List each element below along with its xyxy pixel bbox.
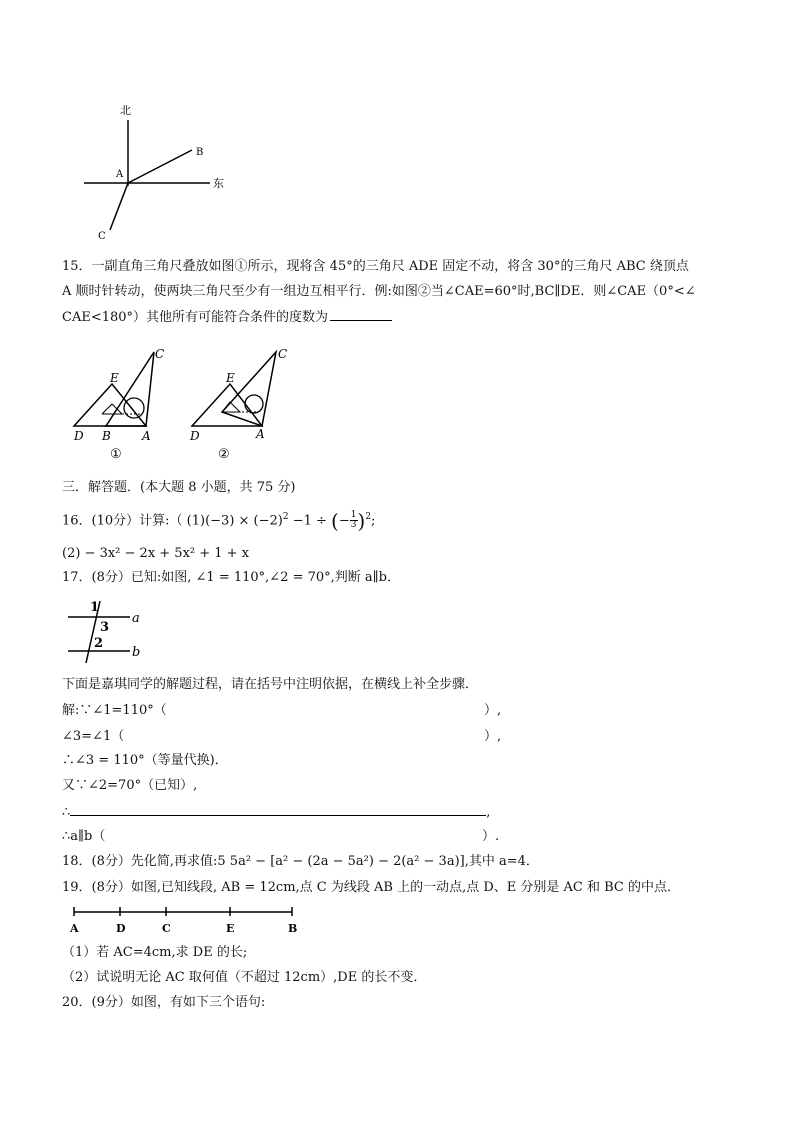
q16-line2: (2) − 3x² − 2x + 5x² + 1 + x (62, 546, 250, 561)
q17-step6 (62, 828, 500, 846)
fig14-north-label: 北 (120, 104, 131, 117)
q17-step1-right: ）, (484, 703, 502, 718)
q17-step4: 又∵∠2=70°（已知）, (62, 778, 198, 793)
fig15-triangles-diagram (62, 342, 322, 466)
fig14-east-label: 东 (213, 177, 224, 190)
fig17-angle2-label: 2 (94, 636, 104, 651)
fig15b-label-c: C (278, 347, 288, 361)
q17-step2-left: ∠3=∠1（ (62, 729, 125, 744)
fig19-point-b: B (288, 922, 298, 935)
fig14-point-c: C (98, 231, 106, 242)
fig19-point-c: C (162, 922, 171, 935)
q16-fraction: $\frac{1}{3}$ (350, 510, 357, 531)
q17-step5-blank[interactable] (70, 803, 486, 816)
fig14-point-a: A (116, 169, 124, 180)
fig17-line-b-label: b (132, 645, 141, 660)
q16-line1-mid: −1 ÷ (288, 513, 332, 529)
fig15b-label-e: E (226, 371, 235, 385)
q15-line1: 15．一副直角三角尺叠放如图①所示，现将含 45°的三角尺 ADE 固定不动，将含 30°的三角尺 ABC 绕顶点 (62, 259, 689, 274)
fig15a-label-e: E (110, 371, 119, 385)
q18-text: 18．(8分）先化简,再求值:5 5a² − [a² − (2a − 5a²) − 2(a² − 3a)],其中 a=4． (62, 854, 539, 869)
fig15a-label-a: A (142, 429, 151, 443)
q19-line1: 19．(8分）如图,已知线段, AB = 12cm,点 C 为线段 AB 上的一动点,点 D、E 分别是 AC 和 BC 的中点． (62, 880, 680, 895)
fig19-point-d: D (116, 922, 126, 935)
q17-intro: 下面是嘉琪同学的解题过程，请在括号中注明依据，在横线上补全步骤． (62, 677, 479, 692)
q15-line3 (62, 308, 392, 327)
fig19-point-e: E (226, 922, 235, 935)
fig15a-label-c: C (155, 347, 165, 361)
q16-line1-prefix: 16．(10分）计算:（ (1)(−3) × (−2) (62, 513, 283, 529)
fig14-point-b: B (196, 147, 204, 158)
fig15b-label-a: A (256, 427, 265, 441)
q17-step5-left: ∴ (62, 805, 71, 820)
q17-step2 (62, 728, 502, 746)
q19-sub2: （2）试说明无论 AC 取何值（不超过 12cm）,DE 的长不变． (62, 970, 427, 985)
q16-line1-suffix: ; (371, 513, 376, 529)
q15-line3-text: CAE<180°）其他所有可能符合条件的度数为 (62, 310, 329, 325)
q16-exponent: 2 (282, 512, 289, 522)
fig19-point-a: A (70, 922, 79, 935)
fig17-angle1-label: 1 (90, 600, 100, 615)
q17-line1: 17．(8分）已知:如图, ∠1 = 110°,∠2 = 70°,判断 a∥b． (62, 570, 401, 585)
q16-line1: 16．(10分）计算:（ $(1)(-3) \times (-2)^2 -1$ ÷ (− $\frac{1}{3}$ )$^2$; (62, 508, 376, 533)
q15-answer-blank[interactable] (330, 308, 392, 321)
fig17-parallel-lines-diagram (62, 595, 162, 667)
fig15a-figure-number: ① (110, 447, 122, 462)
fig15b-figure-number: ② (218, 447, 230, 462)
fig15a-label-b: B (102, 429, 111, 443)
fig15a-label-d: D (74, 429, 84, 443)
fig17-line-a-label: a (132, 611, 140, 626)
q17-step2-right: ）, (484, 729, 502, 744)
q17-step5-right: , (486, 805, 491, 820)
q17-step3: ∴∠3 = 110°（等量代换)． (62, 753, 228, 768)
q20-text: 20．(9分）如图，有如下三个语句: (62, 995, 266, 1010)
section3-title: 三．解答题．(本大题 8 小题，共 75 分) (62, 480, 296, 495)
fig19-segment-diagram (62, 902, 312, 936)
q17-step5 (62, 803, 490, 822)
q15-line2: A 顺时针转动，使两块三角尺至少有一组边互相平行．例:如图②当∠CAE=60°时,BC∥DE．则∠CAE（0°<∠ (62, 284, 696, 299)
fig14-compass-diagram (80, 100, 240, 245)
q17-step1 (62, 702, 502, 720)
fig15b-label-d: D (190, 429, 200, 443)
q17-step6-left: ∴a∥b（ (62, 829, 106, 844)
q19-sub1: （1）若 AC=4cm,求 DE 的长; (62, 945, 248, 960)
q17-step6-right: ）. (482, 829, 500, 844)
fig17-angle3-label: 3 (100, 620, 110, 635)
q17-step1-left: 解:∵∠1=110°（ (62, 703, 167, 718)
